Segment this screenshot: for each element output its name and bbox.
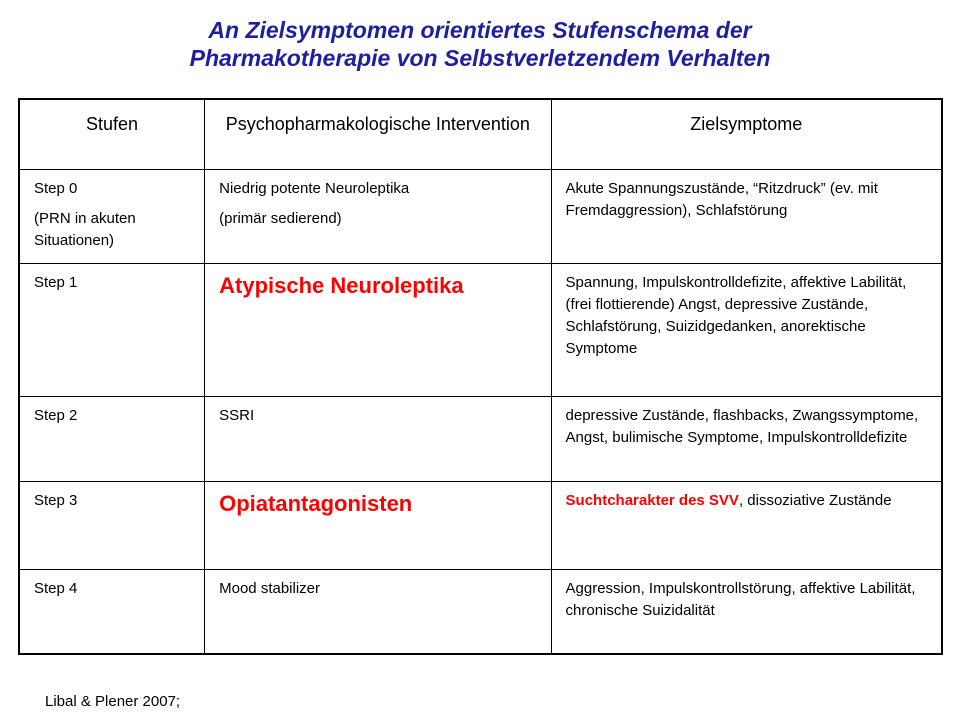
intervention-note: (primär sedierend) [219, 209, 342, 227]
symptoms-highlight: Suchtcharakter des SVV [565, 491, 739, 509]
title-line-2: Pharmakotherapie von Selbstverletzendem Verhalten [189, 45, 771, 71]
step-cell: Step 3 [19, 481, 205, 569]
symptoms-cell [551, 481, 942, 569]
symptoms-cell: depressive Zustände, flashbacks, Zwangssymptome, Angst, bulimische Symptome, Impulskontrolldefizite [551, 396, 942, 481]
citation: Libal & Plener 2007; [45, 693, 181, 710]
intervention-cell: Mood stabilizer [205, 569, 551, 654]
stufenschema-table [18, 98, 943, 655]
step-cell: Step 1 [19, 263, 205, 396]
table-row [19, 481, 942, 569]
table-row [19, 396, 942, 481]
intervention-cell: SSRI [205, 396, 551, 481]
intervention-label: Niedrig potente Neuroleptika [219, 179, 410, 197]
symptoms-text: , dissoziative Zustände [738, 491, 892, 509]
header-intervention: Psychopharmakologische Intervention [205, 99, 551, 169]
title-line-1: An Zielsymptomen orientiertes Stufenschema der [208, 17, 752, 43]
table-header-row [19, 99, 942, 169]
step-cell: Step 4 [19, 569, 205, 654]
table-row [19, 263, 942, 396]
step-cell [19, 169, 205, 263]
table-row [19, 569, 942, 654]
symptoms-cell: Spannung, Impulskontrolldefizite, affektive Labilität, (frei flottierende) Angst, depressive Zustände, Schlafstörung, Suizidgedanken, anorektische Symptome [551, 263, 942, 396]
intervention-highlight: Atypische Neuroleptika [219, 272, 464, 298]
step-label: Step 0 [34, 179, 78, 197]
intervention-cell [205, 481, 551, 569]
symptoms-cell: Akute Spannungszustände, “Ritzdruck” (ev. mit Fremdaggression), Schlafstörung [551, 169, 942, 263]
step-cell: Step 2 [19, 396, 205, 481]
intervention-highlight: Opiatantagonisten [219, 490, 413, 516]
intervention-cell [205, 263, 551, 396]
header-stufen: Stufen [19, 99, 205, 169]
step-note: (PRN in akuten Situationen) [34, 209, 136, 249]
table-row [19, 169, 942, 263]
page-title [0, 16, 960, 72]
symptoms-cell: Aggression, Impulskontrollstörung, affektive Labilität, chronische Suizidalität [551, 569, 942, 654]
intervention-cell [205, 169, 551, 263]
header-zielsymptome: Zielsymptome [551, 99, 942, 169]
